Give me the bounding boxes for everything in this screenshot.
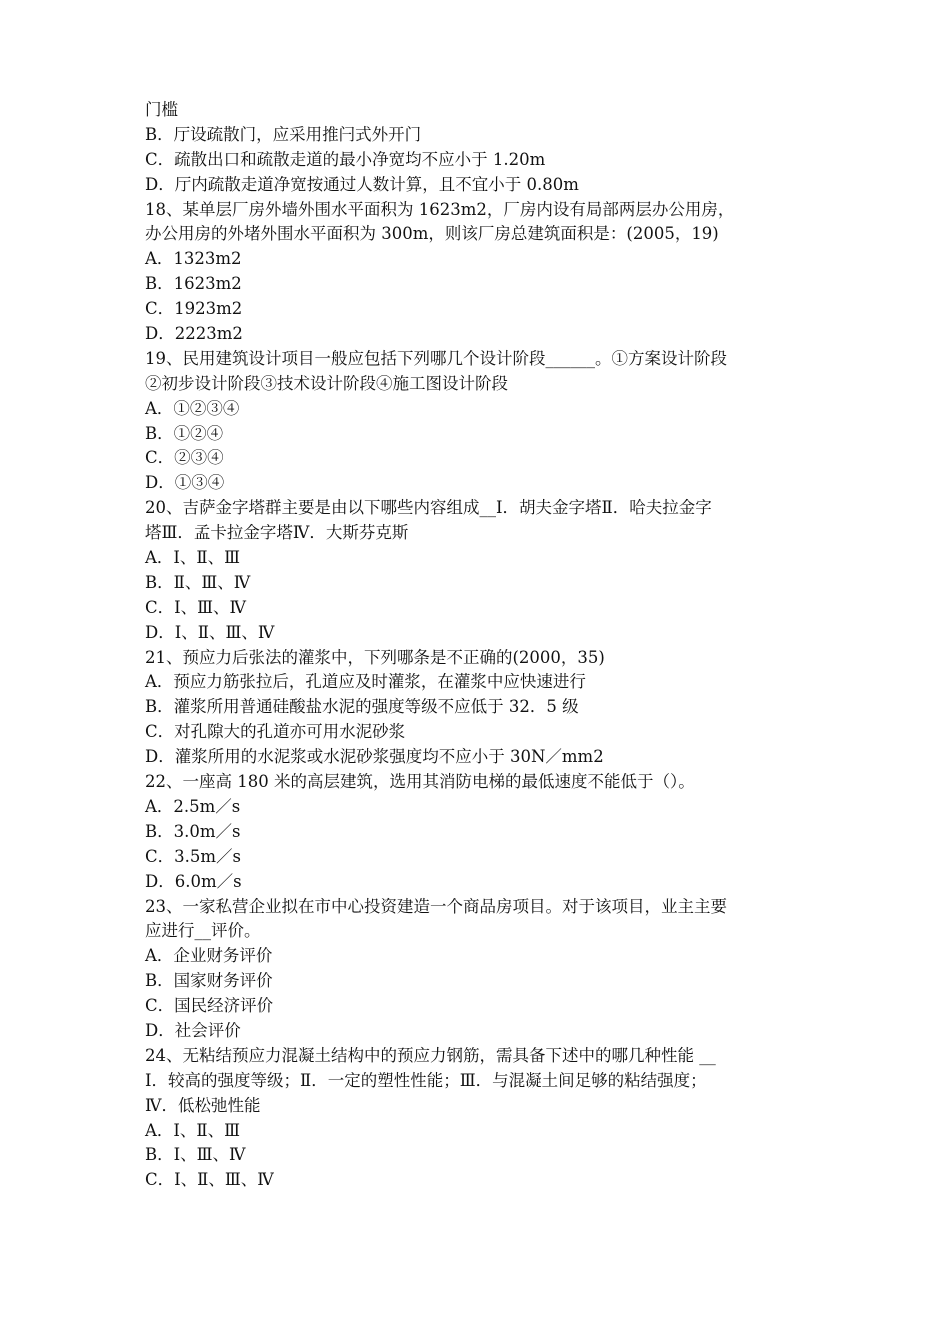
text-line: 塔Ⅲ．孟卡拉金字塔Ⅳ．大斯芬克斯 [145, 523, 409, 543]
text-line: C．3.5m／s [145, 846, 241, 866]
text-line: B．1623m2 [145, 274, 242, 294]
text-line: D．①③④ [145, 473, 225, 493]
text-line: C．1923m2 [145, 299, 243, 319]
text-line: 21、预应力后张法的灌浆中，下列哪条是不正确的(2000，35) [145, 647, 605, 667]
text-line: C．Ⅰ、Ⅲ、Ⅳ [145, 597, 247, 617]
text-line: B．①②④ [145, 423, 224, 443]
text-line: Ⅳ．低松弛性能 [145, 1095, 261, 1115]
text-line: 18、某单层厂房外墙外围水平面积为 1623m2，厂房内设有局部两层办公用房， [145, 199, 735, 219]
text-line: B．Ⅰ、Ⅲ、Ⅳ [145, 1145, 246, 1165]
text-line: A．2.5m／s [145, 796, 241, 816]
text-line: 22、一座高 180 米的高层建筑，选用其消防电梯的最低速度不能低于（）。 [145, 772, 695, 792]
text-line: ②初步设计阶段③技术设计阶段④施工图设计阶段 [145, 373, 508, 393]
text-line: D．灌浆所用的水泥浆或水泥砂浆强度均不应小于 30N／mm2 [145, 747, 604, 767]
text-line: C．国民经济评价 [145, 996, 274, 1016]
text-line: A．预应力筋张拉后，孔道应及时灌浆，在灌浆中应快速进行 [145, 672, 586, 692]
text-line: C．对孔隙大的孔道亦可用水泥砂浆 [145, 722, 406, 742]
text-line: A．Ⅰ、Ⅱ、Ⅲ [145, 1120, 241, 1140]
text-line: C．疏散出口和疏散走道的最小净宽均不应小于 1.20m [145, 149, 546, 169]
text-line: C．Ⅰ、Ⅱ、Ⅲ、Ⅳ [145, 1170, 274, 1190]
text-line: D．2223m2 [145, 324, 243, 344]
text-line: A．企业财务评价 [145, 946, 273, 966]
text-line: B．厅设疏散门，应采用推闩式外开门 [145, 124, 422, 144]
text-line: A．①②③④ [145, 398, 240, 418]
text-line: 23、一家私营企业拟在市中心投资建造一个商品房项目。对于该项目，业主主要 [145, 896, 727, 916]
text-line: 19、民用建筑设计项目一般应包括下列哪几个设计阶段______。①方案设计阶段 [145, 348, 727, 368]
text-line: D．厅内疏散走道净宽按通过人数计算，且不宜小于 0.80m [145, 174, 579, 194]
text-line: 24、无粘结预应力混凝土结构中的预应力钢筋，需具备下述中的哪几种性能 __ [145, 1045, 716, 1065]
text-line: 应进行__评价。 [145, 921, 261, 941]
text-line: Ⅰ．较高的强度等级；Ⅱ．一定的塑性性能；Ⅲ．与混凝土间足够的粘结强度； [145, 1070, 707, 1090]
text-line: D．社会评价 [145, 1020, 241, 1040]
text-line: D．Ⅰ、Ⅱ、Ⅲ、Ⅳ [145, 622, 275, 642]
text-line: C．②③④ [145, 448, 224, 468]
text-line: 办公用房的外堵外围水平面积为 300m，则该厂房总建筑面积是：(2005，19) [145, 224, 719, 244]
document-text [145, 98, 815, 1193]
text-line: B．Ⅱ、Ⅲ、Ⅳ [145, 572, 251, 592]
text-line: A．Ⅰ、Ⅱ、Ⅲ [145, 548, 241, 568]
text-line: D．6.0m／s [145, 871, 242, 891]
text-line: A．1323m2 [145, 249, 242, 269]
text-line: B．3.0m／s [145, 821, 241, 841]
text-line: 20、吉萨金字塔群主要是由以下哪些内容组成__Ⅰ．胡夫金字塔Ⅱ．哈夫拉金字 [145, 498, 712, 518]
text-line: B．灌浆所用普通硅酸盐水泥的强度等级不应低于 32．5 级 [145, 697, 579, 717]
text-line: B．国家财务评价 [145, 971, 273, 991]
text-line: 门槛 [145, 100, 178, 119]
